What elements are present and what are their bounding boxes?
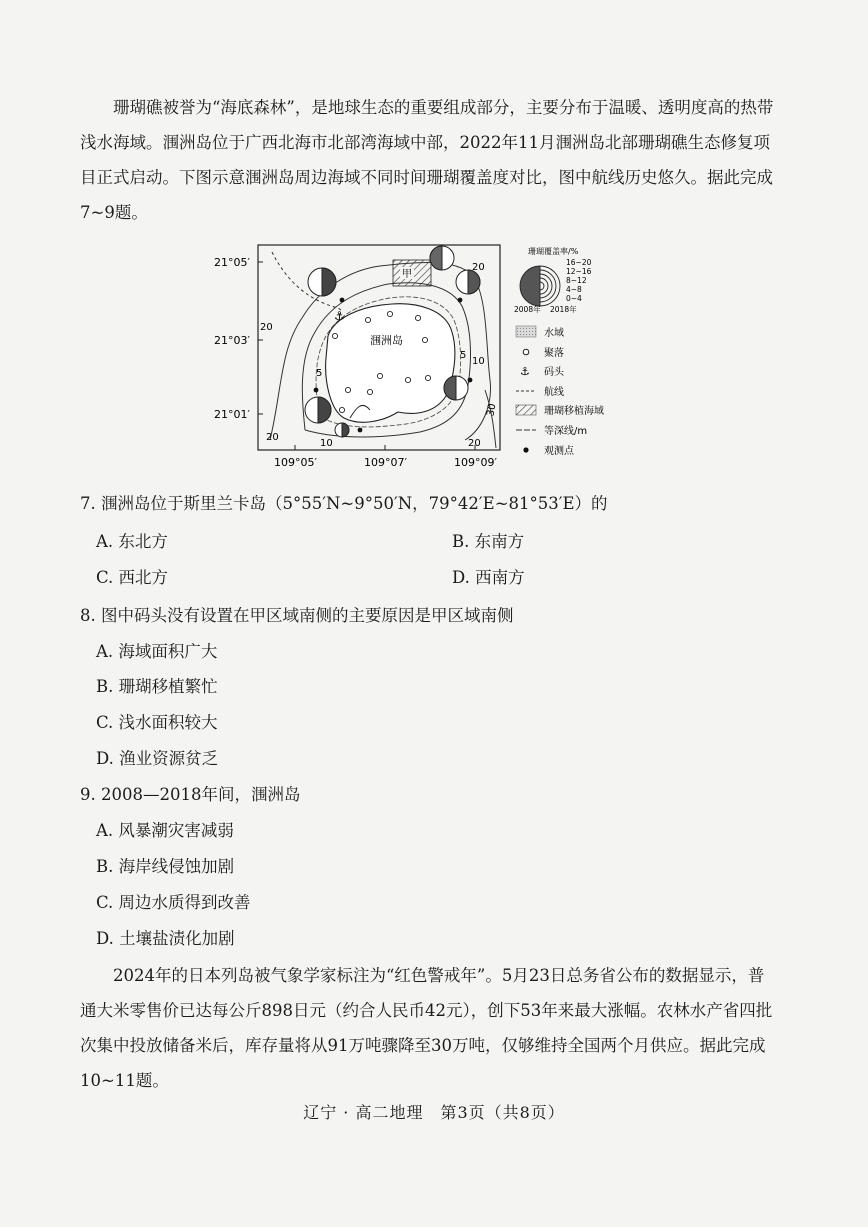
intro-text-2: 2024年的日本列岛被气象学家标注为“红色警戒年”。5月23日总务省公布的数据显示，普通大米零售价已达每公斤898日元（约合人民币42元），创下53年来最大涨幅。农林水产省四批次集中投放储备米后，库存量将从91万吨骤降至30万吨，仅够维持全国两个月供应。据此完成10~11题。 (80, 966, 773, 1090)
legend-range: 12~16 (566, 267, 592, 276)
question-8-option-d: D. 渔业资源贫乏 (96, 749, 219, 768)
island-shape (326, 304, 455, 423)
question-7-option-b: B. 东南方 (452, 532, 525, 551)
legend-year: 2018年 (550, 305, 577, 314)
legend-settlement: 聚落 (544, 348, 564, 359)
question-8-option-c: C. 浅水面积较大 (96, 713, 218, 732)
depth-label: 5 (316, 368, 323, 379)
legend-isobath: 等深线/m (544, 426, 588, 437)
legend-pier: 码头 (544, 367, 564, 378)
legend-coverage-title: 珊瑚覆盖率/% (528, 247, 579, 256)
lon-label: 109°07′ (364, 456, 407, 469)
question-7-stem: 7. 涠洲岛位于斯里兰卡岛（5°55′N~9°50′N，79°42′E~81°53′E）的 (80, 494, 608, 513)
question-9-option-b: B. 海岸线侵蚀加剧 (96, 857, 235, 876)
intro-text-1: 珊瑚礁被誉为“海底森林”，是地球生态的重要组成部分，主要分布于温暖、透明度高的热带浅水海域。涠洲岛位于广西北海市北部湾海域中部，2022年11月涠洲岛北部珊瑚礁生态修复项目正式启动。下图示意涠洲岛周边海域不同时间珊瑚覆盖度对比，图中航线历史悠久。据此完成7~9题。 (80, 98, 774, 222)
depth-label: 30 (485, 402, 499, 418)
island-label: 涠洲岛 (370, 334, 403, 347)
legend-range: 8~12 (566, 276, 587, 285)
coral-map (210, 240, 640, 480)
legend-pier-icon: ⚓ (520, 365, 530, 378)
map-legend (514, 246, 604, 457)
lon-label: 109°09′ (454, 456, 497, 469)
legend-water: 水域 (544, 328, 564, 339)
question-9-stem: 9. 2008—2018年间，涠洲岛 (80, 785, 301, 804)
legend-range: 4~8 (566, 285, 582, 294)
page-footer: 辽宁 · 高二地理 第3页（共8页） (303, 1103, 565, 1122)
legend-range: 16~20 (566, 258, 592, 267)
depth-label: 10 (472, 356, 485, 367)
intro-paragraph-1 (80, 90, 780, 230)
question-8-option-a: A. 海域面积广大 (96, 642, 218, 661)
depth-label: 20 (266, 432, 279, 443)
lat-label: 21°05′ (214, 256, 250, 269)
question-7-option-a: A. 东北方 (96, 532, 168, 551)
depth-label: 20 (472, 262, 485, 273)
question-9-option-c: C. 周边水质得到改善 (96, 893, 251, 912)
depth-label: 20 (468, 438, 481, 449)
question-8-option-b: B. 珊瑚移植繁忙 (96, 677, 218, 696)
question-8-stem: 8. 图中码头没有设置在甲区域南侧的主要原因是甲区域南侧 (80, 606, 514, 625)
legend-observation: 观测点 (544, 446, 574, 457)
legend-year: 2008年 (514, 305, 541, 314)
lon-label: 109°05′ (274, 456, 317, 469)
legend-range: 0~4 (566, 294, 582, 303)
depth-label: 20 (260, 322, 273, 333)
lat-label: 21°03′ (214, 334, 250, 347)
pier-icon: ⚓ (334, 309, 345, 323)
zone-label: 甲 (402, 269, 412, 280)
depth-label: 10 (320, 438, 333, 449)
question-9-option-d: D. 土壤盐渍化加剧 (96, 929, 235, 948)
question-7-option-c: C. 西北方 (96, 568, 169, 587)
isobath-30 (485, 390, 499, 448)
question-9-option-a: A. 风暴潮灾害减弱 (96, 821, 234, 840)
question-7-option-d: D. 西南方 (452, 568, 525, 587)
depth-label: 5 (460, 350, 467, 361)
coral-map-figure (210, 240, 640, 480)
lat-label: 21°01′ (214, 408, 250, 421)
legend-coral-zone: 珊瑚移植海域 (544, 406, 604, 417)
legend-route: 航线 (544, 387, 564, 398)
intro-paragraph-2 (80, 958, 780, 1098)
